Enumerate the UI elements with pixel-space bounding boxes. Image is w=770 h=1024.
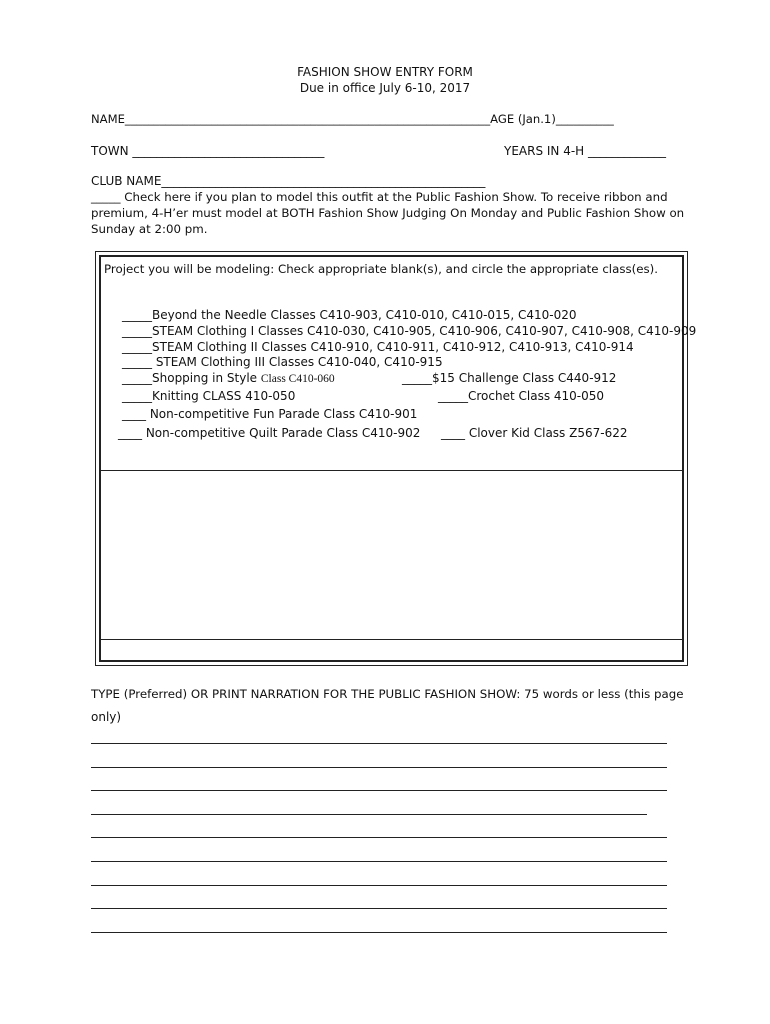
form-subtitle: Due in office July 6-10, 2017 xyxy=(299,81,471,95)
narration-line[interactable] xyxy=(91,767,667,768)
shopping-label: _____Shopping in Style xyxy=(122,371,261,385)
class-beyond-the-needle[interactable]: _____Beyond the Needle Classes C410-903, C410-010, C410-015, C410-020 xyxy=(122,308,577,322)
class-steam-clothing-2[interactable]: _____STEAM Clothing II Classes C410-910, C410-911, C410-912, C410-913, C410-914 xyxy=(122,340,634,354)
class-shopping-in-style[interactable] xyxy=(122,371,335,385)
years-in-4h-field[interactable]: YEARS IN 4-H _____________ xyxy=(504,144,667,158)
class-15-challenge[interactable]: _____$15 Challenge Class C440-912 xyxy=(402,371,617,385)
name-age-field[interactable]: NAME_______________________________________________________________AGE (Jan.1)__________ xyxy=(91,112,614,126)
narration-instruction-end: only) xyxy=(91,710,122,724)
narration-line[interactable] xyxy=(91,743,667,744)
class-steam-clothing-1[interactable]: _____STEAM Clothing I Classes C410-030, C410-905, C410-906, C410-907, C410-908, C410-909 xyxy=(122,324,697,338)
class-clover-kid[interactable]: ____ Clover Kid Class Z567-622 xyxy=(441,426,628,440)
town-field[interactable]: TOWN ________________________________ xyxy=(91,144,325,158)
club-name-field[interactable]: CLUB NAME______________________________________________________ xyxy=(91,174,486,188)
narration-line[interactable] xyxy=(91,814,647,815)
narration-line[interactable] xyxy=(91,908,667,909)
class-steam-clothing-3[interactable]: _____ STEAM Clothing III Classes C410-040, C410-915 xyxy=(122,355,443,369)
public-show-text: premium, 4-H’er must model at BOTH Fashion Show Judging On Monday and Public Fashion Show on xyxy=(91,206,685,220)
narration-instruction: TYPE (Preferred) OR PRINT NARRATION FOR THE PUBLIC FASHION SHOW: 75 words or less (this page xyxy=(91,687,684,701)
project-box-divider-bottom xyxy=(99,639,684,640)
class-quilt-parade[interactable]: ____ Non-competitive Quilt Parade Class C410-902 xyxy=(118,426,421,440)
public-show-text-end: Sunday at 2:00 pm. xyxy=(91,222,208,236)
narration-line[interactable] xyxy=(91,790,667,791)
narration-line[interactable] xyxy=(91,885,667,886)
class-crochet[interactable]: _____Crochet Class 410-050 xyxy=(438,389,605,403)
narration-line[interactable] xyxy=(91,837,667,838)
form-title: FASHION SHOW ENTRY FORM xyxy=(297,65,473,79)
class-fun-parade[interactable]: ____ Non-competitive Fun Parade Class C410-901 xyxy=(122,407,418,421)
public-show-checkbox-line[interactable]: _____ Check here if you plan to model this outfit at the Public Fashion Show. To receive ribbon and xyxy=(91,190,668,204)
project-box-divider xyxy=(99,470,684,471)
narration-line[interactable] xyxy=(91,932,667,933)
class-knitting[interactable]: _____Knitting CLASS 410-050 xyxy=(122,389,296,403)
project-instruction: Project you will be modeling: Check appropriate blank(s), and circle the appropriate class(es). xyxy=(104,262,658,276)
shopping-class-number: Class C410-060 xyxy=(260,373,335,385)
narration-line[interactable] xyxy=(91,861,667,862)
